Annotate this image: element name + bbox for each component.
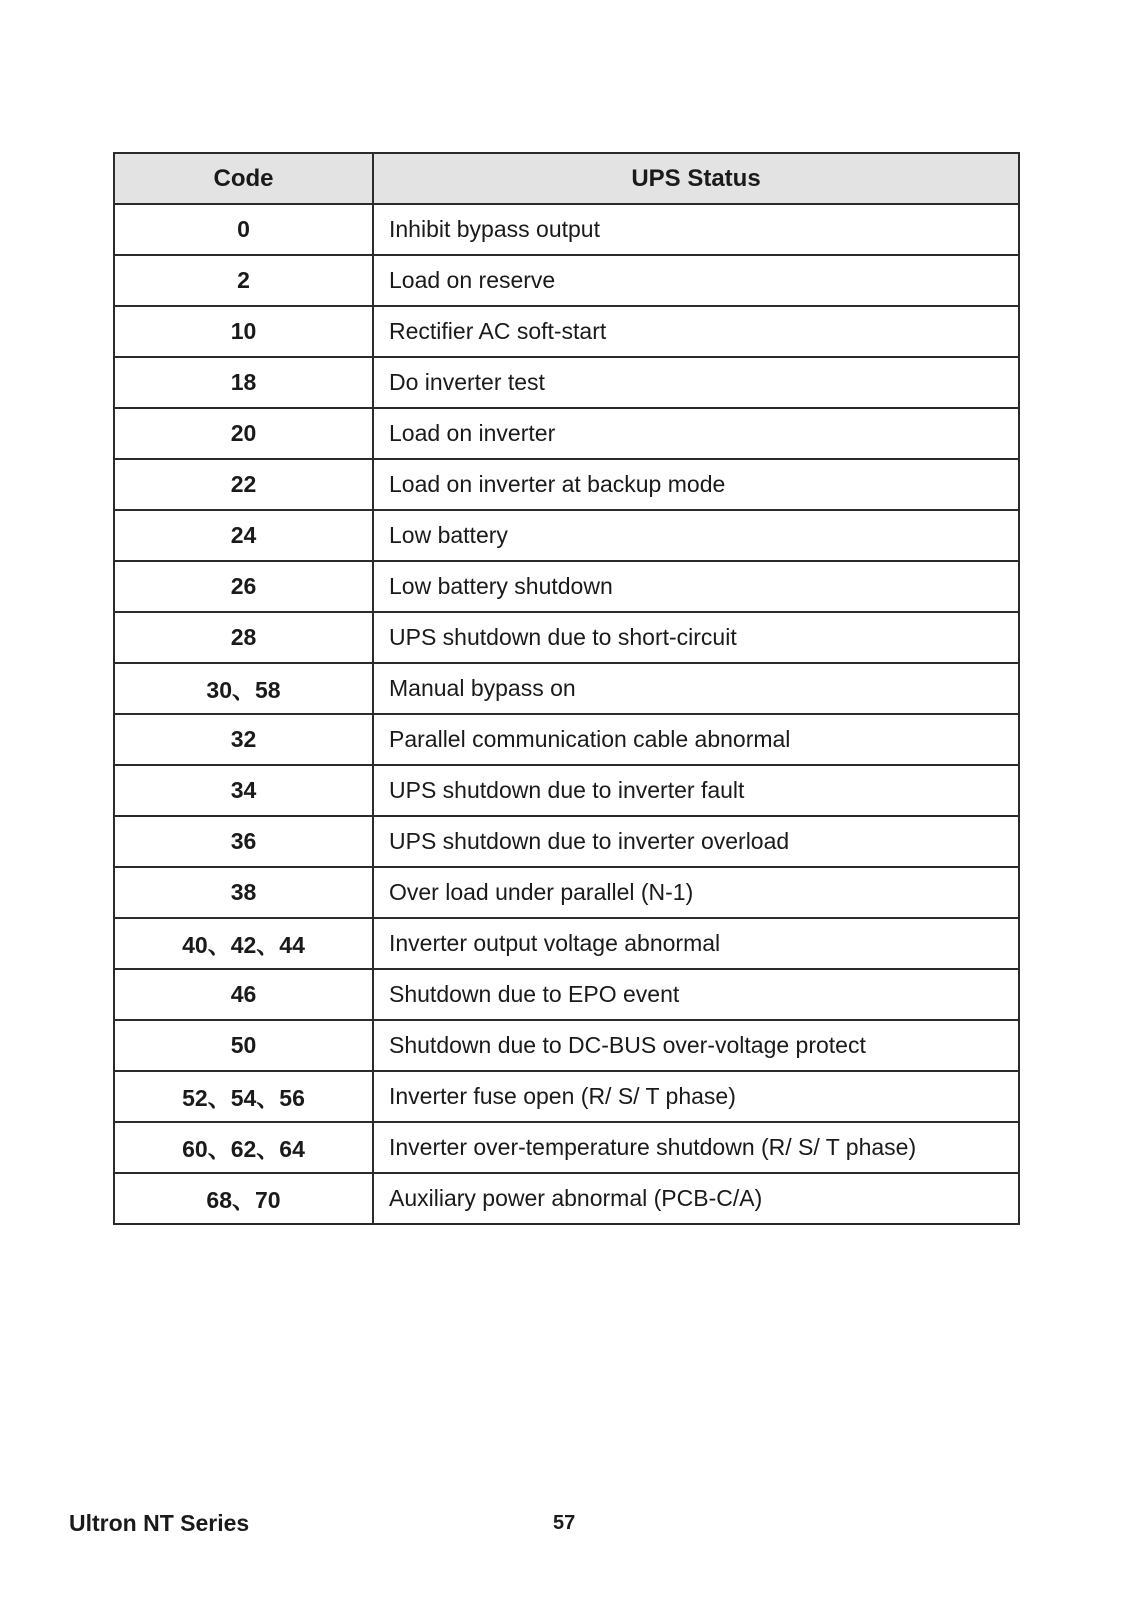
code-cell: 2 (114, 255, 373, 306)
status-cell: Low battery (373, 510, 1019, 561)
status-cell: Inverter over-temperature shutdown (R/ S/ T phase) (373, 1122, 1019, 1173)
code-cell: 30、58 (114, 663, 373, 714)
table-row (114, 1071, 1019, 1122)
status-cell: Inhibit bypass output (373, 204, 1019, 255)
code-cell: 0 (114, 204, 373, 255)
table-row (114, 765, 1019, 816)
code-cell: 10 (114, 306, 373, 357)
status-cell: Auxiliary power abnormal (PCB-C/A) (373, 1173, 1019, 1224)
table-header-row (114, 153, 1019, 204)
code-cell: 50 (114, 1020, 373, 1071)
status-cell: Load on inverter (373, 408, 1019, 459)
status-cell: Do inverter test (373, 357, 1019, 408)
status-cell: Manual bypass on (373, 663, 1019, 714)
table-row (114, 1173, 1019, 1224)
ups-status-code-table (113, 152, 1020, 1225)
footer-page-number: 57 (553, 1512, 576, 1534)
status-cell: Rectifier AC soft-start (373, 306, 1019, 357)
code-cell: 28 (114, 612, 373, 663)
status-cell: UPS shutdown due to short-circuit (373, 612, 1019, 663)
status-cell: Over load under parallel (N-1) (373, 867, 1019, 918)
code-cell: 24 (114, 510, 373, 561)
code-cell: 38 (114, 867, 373, 918)
code-cell: 40、42、44 (114, 918, 373, 969)
table-row (114, 1122, 1019, 1173)
code-cell: 32 (114, 714, 373, 765)
code-cell: 34 (114, 765, 373, 816)
status-cell: Low battery shutdown (373, 561, 1019, 612)
code-cell: 52、54、56 (114, 1071, 373, 1122)
status-cell: Shutdown due to EPO event (373, 969, 1019, 1020)
table-row (114, 459, 1019, 510)
table-row (114, 612, 1019, 663)
code-cell: 26 (114, 561, 373, 612)
code-cell: 36 (114, 816, 373, 867)
table-row (114, 408, 1019, 459)
table-row (114, 918, 1019, 969)
code-cell: 20 (114, 408, 373, 459)
table-row (114, 357, 1019, 408)
ups-status-column-header: UPS Status (373, 153, 1019, 204)
status-cell: Load on inverter at backup mode (373, 459, 1019, 510)
status-cell: Parallel communication cable abnormal (373, 714, 1019, 765)
code-column-header: Code (114, 153, 373, 204)
status-cell: Load on reserve (373, 255, 1019, 306)
table-body (114, 204, 1019, 1224)
table-row (114, 510, 1019, 561)
status-cell: UPS shutdown due to inverter overload (373, 816, 1019, 867)
code-cell: 22 (114, 459, 373, 510)
table-row (114, 204, 1019, 255)
footer-series-title: Ultron NT Series (69, 1510, 250, 1536)
status-cell: Inverter fuse open (R/ S/ T phase) (373, 1071, 1019, 1122)
table-row (114, 714, 1019, 765)
code-cell: 46 (114, 969, 373, 1020)
table-row (114, 867, 1019, 918)
code-cell: 68、70 (114, 1173, 373, 1224)
table-row (114, 561, 1019, 612)
table-row (114, 969, 1019, 1020)
table-row (114, 663, 1019, 714)
table-row (114, 255, 1019, 306)
table-row (114, 306, 1019, 357)
table-row (114, 1020, 1019, 1071)
status-cell: Inverter output voltage abnormal (373, 918, 1019, 969)
status-cell: UPS shutdown due to inverter fault (373, 765, 1019, 816)
code-cell: 60、62、64 (114, 1122, 373, 1173)
code-cell: 18 (114, 357, 373, 408)
status-cell: Shutdown due to DC-BUS over-voltage protect (373, 1020, 1019, 1071)
table-row (114, 816, 1019, 867)
